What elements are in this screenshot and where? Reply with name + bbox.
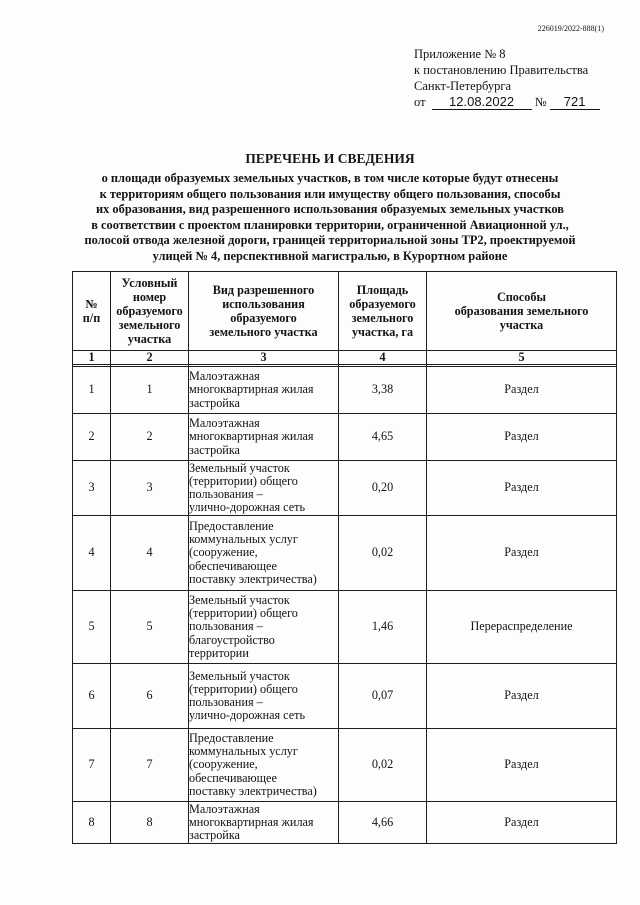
document-id: 226019/2022-888(1) (537, 24, 604, 33)
plot-number: 8 (111, 802, 189, 844)
permitted-use-line: благоустройство (189, 632, 275, 647)
plot-number: 3 (111, 461, 189, 516)
land-plots-table (72, 271, 617, 844)
permitted-use-line: Предоставление (189, 730, 274, 745)
table-row (73, 802, 617, 844)
header-line: земельного участка (209, 325, 318, 339)
row-index: 8 (73, 802, 111, 844)
permitted-use-line: пользования – (189, 695, 263, 709)
table-row (73, 461, 617, 516)
header-line: Условный (121, 276, 178, 290)
header-line: участка, га (351, 325, 414, 339)
formation-method: Раздел (427, 516, 617, 591)
permitted-use-line: территории (189, 645, 249, 660)
plot-number: 6 (111, 664, 189, 729)
permitted-use (189, 367, 339, 414)
permitted-use (189, 461, 339, 516)
column-number: 2 (111, 351, 189, 365)
header-line: земельного (118, 318, 181, 332)
plot-area: 4,65 (339, 414, 427, 461)
number-prefix: № (534, 95, 547, 109)
row-index: 5 (73, 591, 111, 664)
header-line: образуемого (116, 304, 183, 318)
subtitle-line: полосой отвода железной дороги, границей территориальной зоны ТР2, проектируемой (84, 233, 576, 248)
header-area (339, 272, 427, 351)
page-subtitle (40, 171, 620, 265)
header-index (73, 272, 111, 351)
permitted-use (189, 729, 339, 802)
permitted-use (189, 664, 339, 729)
appendix-line-2: к постановлению Правительства (414, 63, 589, 77)
header-formation-method (427, 272, 617, 351)
header-line: образования земельного (454, 304, 589, 318)
plot-number: 4 (111, 516, 189, 591)
subtitle-line: их образования, вид разрешенного использования образуемых земельных участков (96, 202, 564, 217)
row-index: 2 (73, 414, 111, 461)
permitted-use-line: Земельный участок (189, 592, 290, 607)
formation-method: Раздел (427, 802, 617, 844)
permitted-use-line: многоквартирная жилая (189, 382, 314, 397)
table-header-row (73, 272, 617, 351)
row-index: 6 (73, 664, 111, 729)
header-line: использования (222, 297, 305, 311)
formation-method: Раздел (427, 461, 617, 516)
permitted-use-line: (сооружение, (189, 757, 258, 772)
table-row (73, 591, 617, 664)
formation-method: Раздел (427, 367, 617, 414)
header-permitted-use (189, 272, 339, 351)
subtitle-line: улицей № 4, перспективной магистралью, в Курортном районе (152, 248, 508, 263)
plot-number: 7 (111, 729, 189, 802)
resolution-date: 12.08.2022 (432, 95, 532, 110)
header-line: участка (499, 318, 544, 332)
subtitle-line: в соответствии с проектом планировки территории, ограниченной Авиационной ул., (91, 217, 569, 232)
title-block (40, 150, 620, 265)
permitted-use-line: пользования – (189, 619, 263, 634)
permitted-use-line: многоквартирная жилая (189, 429, 314, 444)
table-row (73, 367, 617, 414)
column-number: 5 (427, 351, 617, 365)
permitted-use-line: коммунальных услуг (189, 744, 298, 759)
permitted-use-line: Земельный участок (189, 668, 290, 683)
page-title: ПЕРЕЧЕНЬ И СВЕДЕНИЯ (245, 151, 415, 166)
plot-area: 0,02 (339, 729, 427, 802)
header-line: п/п (82, 311, 101, 325)
permitted-use-line: Предоставление (189, 518, 274, 533)
plot-area: 4,66 (339, 802, 427, 844)
appendix-line-3: Санкт-Петербурга (414, 79, 512, 93)
plot-area: 0,20 (339, 461, 427, 516)
header-line: земельного (351, 311, 414, 325)
plot-number: 1 (111, 367, 189, 414)
plot-number: 5 (111, 591, 189, 664)
formation-method: Перераспределение (427, 591, 617, 664)
appendix-date-row (414, 94, 600, 110)
permitted-use (189, 591, 339, 664)
row-index: 3 (73, 461, 111, 516)
permitted-use-line: Земельный участок (189, 460, 290, 475)
permitted-use-line: пользования – (189, 487, 263, 501)
permitted-use (189, 802, 339, 844)
column-number: 1 (73, 351, 111, 365)
row-index: 1 (73, 367, 111, 414)
date-prefix: от (414, 95, 426, 109)
column-number: 4 (339, 351, 427, 365)
table-row (73, 664, 617, 729)
plot-area: 1,46 (339, 591, 427, 664)
table-row (73, 414, 617, 461)
permitted-use-line: обеспечивающее (189, 770, 277, 785)
permitted-use-line: (сооружение, (189, 545, 258, 560)
appendix-header (414, 46, 600, 110)
permitted-use-line: улично-дорожная сеть (189, 708, 306, 723)
permitted-use-line: коммунальных услуг (189, 532, 298, 547)
header-plot-number (111, 272, 189, 351)
plot-area: 0,07 (339, 664, 427, 729)
plot-area: 0,02 (339, 516, 427, 591)
plot-number: 2 (111, 414, 189, 461)
formation-method: Раздел (427, 414, 617, 461)
permitted-use-line: Малоэтажная (189, 416, 260, 431)
row-index: 7 (73, 729, 111, 802)
formation-method: Раздел (427, 664, 617, 729)
permitted-use-line: Малоэтажная (189, 801, 260, 816)
header-line: № (85, 297, 98, 311)
header-line: номер (132, 290, 167, 304)
subtitle-line: к территориям общего пользования или имуществу общего пользования, способы (99, 186, 561, 201)
header-line: образуемого (230, 311, 297, 325)
table-row (73, 729, 617, 802)
permitted-use (189, 414, 339, 461)
permitted-use-line: застройка (189, 395, 240, 410)
permitted-use-line: застройка (189, 828, 240, 843)
resolution-number: 721 (550, 95, 600, 110)
permitted-use-line: (территории) общего (189, 473, 298, 488)
formation-method: Раздел (427, 729, 617, 802)
table-row (73, 516, 617, 591)
header-line: Способы (496, 290, 547, 304)
plot-area: 3,38 (339, 367, 427, 414)
permitted-use-line: застройка (189, 442, 240, 457)
header-line: образуемого (349, 297, 416, 311)
row-index: 4 (73, 516, 111, 591)
column-number-row (73, 351, 617, 365)
permitted-use-line: обеспечивающее (189, 558, 277, 573)
permitted-use (189, 516, 339, 591)
appendix-line-1: Приложение № 8 (414, 47, 506, 61)
permitted-use-line: (территории) общего (189, 681, 298, 696)
header-line: участка (127, 332, 172, 346)
permitted-use-line: (территории) общего (189, 606, 298, 621)
permitted-use-line: Малоэтажная (189, 369, 260, 384)
header-line: Вид разрешенного (212, 283, 315, 297)
permitted-use-line: поставку электричества) (189, 783, 317, 798)
permitted-use-line: поставку электричества) (189, 571, 317, 586)
header-line: Площадь (356, 283, 409, 297)
column-number: 3 (189, 351, 339, 365)
subtitle-line: о площади образуемых земельных участков, в том числе которые будут отнесены (101, 171, 559, 185)
permitted-use-line: многоквартирная жилая (189, 814, 314, 829)
permitted-use-line: улично-дорожная сеть (189, 500, 306, 515)
